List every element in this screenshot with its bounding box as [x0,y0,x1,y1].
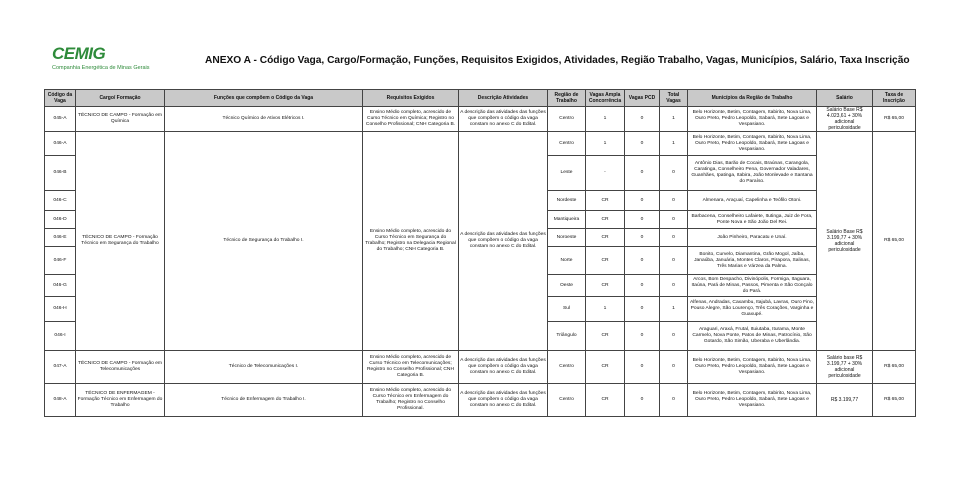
cell-ampla: CR [586,191,625,211]
cell-funcoes: Técnico de Telecomunicações I. [165,351,363,384]
cell-total: 0 [660,229,688,247]
cell-codigo: 046-B [45,156,76,191]
cell-ampla: 1 [586,132,625,156]
cell-total: 0 [660,384,688,417]
cell-taxa: R$ 65,00 [873,351,916,384]
table-row [45,107,916,132]
cell-atividades: A descrição das atividades das funções que compõem o código da vaga constam no anexo C do Edital. [459,107,548,132]
cell-pcd: 0 [625,156,660,191]
cell-codigo: 046-E [45,229,76,247]
cell-ampla: 1 [586,107,625,132]
cell-ampla: CR [586,247,625,275]
cell-regiao: Centro [548,132,586,156]
cell-cargo: TÉCNICO DE CAMPO - Formação em Química [76,107,165,132]
cell-requisitos: Ensino Médio completo, acrescido do Curso Técnico em Enfermagem do Trabalho; Registro no Conselho Profissional. [363,384,459,417]
col-header-total: Total Vagas [660,90,688,107]
cell-total: 1 [660,297,688,322]
cell-codigo: 046-F [45,247,76,275]
table-row [45,384,916,417]
cell-requisitos: Ensino Médio completo, acrescido de Curso Técnico em Telecomunicações; Registro no Conselho Profissional; CNH Categoria B. [363,351,459,384]
cell-codigo: 046-D [45,211,76,229]
cell-ampla: CR [586,322,625,351]
cell-municipios: Arcos, Bom Despacho, Divinópolis, Formiga, Itaguara, Itaúna, Pará de Minas, Passos, Pimenta e São Gonçalo do Pará. [688,275,817,297]
logo-wordmark: CEMIG [52,44,106,63]
cell-municipios: Bonito, Curvelo, Diamantina, Grão Mogol, Jaíba, Janaúba, Januária, Montes Claros, Pirapora, Salinas, Três Marias e Várzea da Palma. [688,247,817,275]
cell-ampla: CR [586,351,625,384]
cell-atividades: A descrição das atividades das funções que compõem o código da vaga constam no anexo C do Edital. [459,132,548,351]
col-header-taxa: Taxa de Inscrição [873,90,916,107]
cell-taxa: R$ 65,00 [873,132,916,351]
cell-regiao: Sul [548,297,586,322]
cell-pcd: 0 [625,191,660,211]
cell-codigo: 046-C [45,191,76,211]
col-header-cargo: Cargo/ Formação [76,90,165,107]
cell-cargo: TÉCNICO DE ENFERMAGEM - Formação Técnico em Enfermagem do Trabalho [76,384,165,417]
cell-salario: Salário Base R$ 4.023,61 + 30% adicional periculosidade [817,107,873,132]
cell-cargo: TÉCNICO DE CAMPO - Formação Técnico em Segurança do Trabalho [76,132,165,351]
cell-ampla: CR [586,211,625,229]
cell-municipios: Belo Horizonte, Betim, Contagem, Itabirito, Nova Lima, Ouro Preto, Pedro Leopoldo, Sabará, Sete Lagoas e Vespasiano. [688,132,817,156]
cell-municipios: João Pinheiro, Paracatu e Unaí. [688,229,817,247]
cell-pcd: 0 [625,275,660,297]
cell-salario: Salário Base R$ 3.199,77 + 30% adicional periculosidade [817,132,873,351]
cell-total: 0 [660,247,688,275]
cemig-logo [52,44,177,74]
cell-regiao: Centro [548,107,586,132]
logo-subtitle: Companhia Energética de Minas Gerais [52,65,150,71]
page-title: ANEXO A - Código Vaga, Cargo/Formação, Funções, Requisitos Exigidos, Atividades, Região Trabalho, Vagas, Municípios, Salário, Taxa Inscrição [205,55,910,66]
table-row [45,351,916,384]
cell-regiao: Centro [548,384,586,417]
cell-ampla: - [586,156,625,191]
cell-pcd: 0 [625,229,660,247]
cell-regiao: Centro [548,351,586,384]
cell-codigo: 045-A [45,107,76,132]
col-header-regiao: Região de Trabalho [548,90,586,107]
cell-ampla: CR [586,229,625,247]
cell-regiao: Leste [548,156,586,191]
table-row [45,132,916,156]
cell-funcoes: Técnico Químico de Ativos Elétricos I. [165,107,363,132]
annex-table [44,89,916,417]
cell-ampla: 1 [586,297,625,322]
cell-cargo: TÉCNICO DE CAMPO - Formação em Telecomunicações [76,351,165,384]
cell-codigo: 046-G [45,275,76,297]
col-header-ampla: Vagas Ampla Concorrência [586,90,625,107]
cell-regiao: Noroeste [548,229,586,247]
cell-municipios: Barbacena, Conselheiro Lafaiete, Itutinga, Juiz de Fora, Ponte Nova e São João Del Rei. [688,211,817,229]
cell-codigo: 046-A [45,132,76,156]
cell-municipios: Antônio Dias, Barão de Cocais, Braúnas, Carangola, Caratinga, Conselheiro Pena, Governador Valadares, Guanhães, Ipatinga, Itabira, João Monlevade e Santana do Paraíso. [688,156,817,191]
cell-total: 0 [660,351,688,384]
cell-municipios: Almenara, Araçuaí, Capelinha e Teófilo Otoni. [688,191,817,211]
cell-municipios: Belo Horizonte, Betim, Contagem, Itabirito, Nova Lima, Ouro Preto, Pedro Leopoldo, Sabará, Sete Lagoas e Vespasiano. [688,107,817,132]
cell-atividades: A descrição das atividades das funções que compõem o código da vaga constam no anexo C do Edital. [459,351,548,384]
cell-atividades: A descrição das atividades das funções que compõem o código da vaga constam no anexo C do Edital. [459,384,548,417]
cell-pcd: 0 [625,322,660,351]
cell-regiao: Norte [548,247,586,275]
cell-regiao: Oeste [548,275,586,297]
cell-municipios: Alfenas, Andradas, Caxambu, Itajubá, Lavras, Ouro Fino, Pouso Alegre, São Lourenço, Três Corações, Varginha e Guaxupé. [688,297,817,322]
cell-total: 0 [660,191,688,211]
cell-regiao: Mantiqueira [548,211,586,229]
col-header-funcoes: Funções que compõem o Código da Vaga [165,90,363,107]
cell-salario: Salário base R$ 3.199,77 + 30% adicional periculosidade [817,351,873,384]
cell-ampla: CR [586,384,625,417]
cell-funcoes: Técnico de Enfermagem do Trabalho I. [165,384,363,417]
cell-pcd: 0 [625,211,660,229]
cell-total: 0 [660,156,688,191]
cell-pcd: 0 [625,351,660,384]
cell-pcd: 0 [625,107,660,132]
cell-taxa: R$ 65,00 [873,107,916,132]
cell-total: 0 [660,322,688,351]
cell-taxa: R$ 65,00 [873,384,916,417]
col-header-requisitos: Requisitos Exigidos [363,90,459,107]
cell-regiao: Nordeste [548,191,586,211]
cell-total: 1 [660,132,688,156]
cell-municipios: Araguari, Araxá, Frutal, Ituiutaba, Iturama, Monte Carmelo, Nova Ponte, Patos de Minas, Patrocínio, São Gotardo, São Simão, Uberaba e Uberlândia. [688,322,817,351]
cell-pcd: 0 [625,384,660,417]
cell-total: 0 [660,275,688,297]
cell-regiao: Triângulo [548,322,586,351]
cell-requisitos: Ensino Médio completo, acrescido do Curso Técnico em Segurança do Trabalho; Registro na Delegacia Regional do Trabalho; CNH Categoria B. [363,132,459,351]
col-header-salario: Salário [817,90,873,107]
cell-codigo: 048-A [45,384,76,417]
cell-requisitos: Ensino Médio completo, acrescido de Curso Técnico em Química; Registro no Conselho Profissional; CNH Categoria B. [363,107,459,132]
cell-codigo: 046-H [45,297,76,322]
cell-codigo: 046-I [45,322,76,351]
cell-funcoes: Técnico de Segurança do Trabalho I. [165,132,363,351]
cell-pcd: 0 [625,247,660,275]
col-header-atividades: Descrição Atividades [459,90,548,107]
cell-pcd: 0 [625,132,660,156]
col-header-pcd: Vagas PCD [625,90,660,107]
table-header-row [45,90,916,107]
cell-total: 0 [660,211,688,229]
cell-municipios: Belo Horizonte, Betim, Contagem, Itabirito, Nova Lima, Ouro Preto, Pedro Leopoldo, Sabará, Sete Lagoas e Vespasiano. [688,351,817,384]
col-header-municipios: Municípios da Região de Trabalho [688,90,817,107]
col-header-codigo: Código da Vaga [45,90,76,107]
cell-total: 1 [660,107,688,132]
cell-salario: R$ 3.199,77 [817,384,873,417]
cell-pcd: 0 [625,297,660,322]
cell-municipios: Belo Horizonte, Betim, Contagem, Itabirito, Nova Lima, Ouro Preto, Pedro Leopoldo, Sabará, Sete Lagoas e Vespasiano. [688,384,817,417]
cell-ampla: CR [586,275,625,297]
cell-codigo: 047-A [45,351,76,384]
